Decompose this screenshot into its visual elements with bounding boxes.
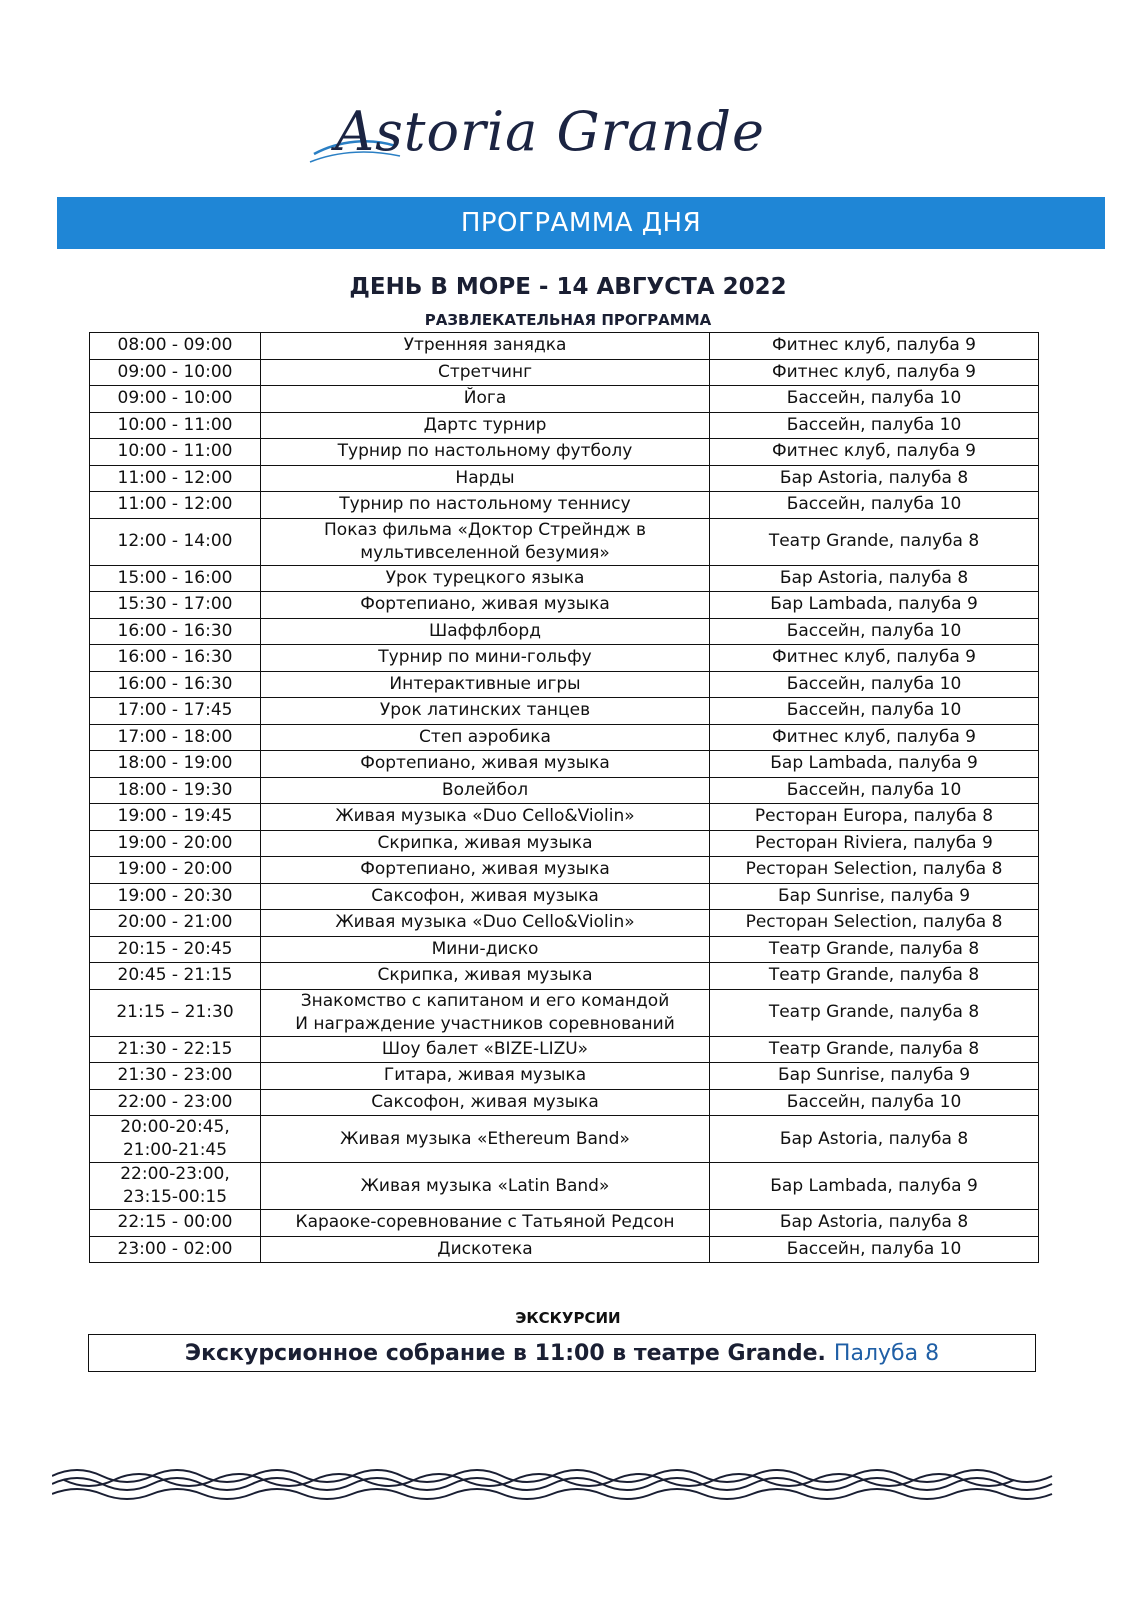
time-cell-line: 15:00 - 16:00 [117,567,233,588]
location-cell: Фитнес клуб, палуба 9 [710,359,1039,386]
time-cell-line: 11:00 - 12:00 [117,494,233,515]
event-cell-line: Шаффлборд [429,620,541,641]
location-cell: Театр Grande, палуба 8 [710,963,1039,990]
event-cell [261,465,710,492]
event-cell-line: Мини-диско [431,938,539,959]
location-cell: Бар Sunrise, палуба 9 [710,883,1039,910]
location-cell: Ресторан Selection, палуба 8 [710,857,1039,884]
time-cell [90,724,261,751]
location-cell: Бассейн, палуба 10 [710,412,1039,439]
location-cell: Фитнес клуб, палуба 9 [710,724,1039,751]
location-cell: Бассейн, палуба 10 [710,618,1039,645]
schedule-row [90,830,1039,857]
excursions-box [88,1334,1036,1372]
event-cell-line: Дискотека [437,1238,533,1259]
location-cell: Театр Grande, палуба 8 [710,1036,1039,1063]
location-cell: Бар Lambada, палуба 9 [710,1163,1039,1210]
location-cell: Театр Grande, палуба 8 [710,936,1039,963]
event-cell [261,1236,710,1263]
event-cell [261,412,710,439]
schedule-row [90,751,1039,778]
location-cell: Театр Grande, палуба 8 [710,518,1039,565]
event-cell [261,751,710,778]
event-cell [261,777,710,804]
event-cell [261,1163,710,1210]
schedule-row [90,412,1039,439]
time-cell-line: 12:00 - 14:00 [117,531,233,551]
time-cell-line: 17:00 - 18:00 [117,726,233,747]
schedule-row [90,883,1039,910]
time-cell [90,804,261,831]
event-cell [261,989,710,1036]
time-cell [90,492,261,519]
schedule-row [90,1036,1039,1063]
time-cell-line: 22:15 - 00:00 [117,1212,233,1233]
location-cell: Бар Astoria, палуба 8 [710,1210,1039,1237]
event-cell [261,592,710,619]
location-cell: Ресторан Europa, палуба 8 [710,804,1039,831]
time-cell [90,857,261,884]
time-cell-line: 17:00 - 17:45 [117,700,233,721]
time-cell-line: 22:00-23:00, [120,1164,230,1184]
excursions-deck: Палуба 8 [833,1340,940,1366]
event-cell-line: Турнир по настольному теннису [339,494,631,515]
schedule-row [90,963,1039,990]
time-cell-line: 16:00 - 16:30 [117,647,233,668]
event-cell-line: Фортепиано, живая музыка [360,859,610,880]
time-cell-line: 21:30 - 23:00 [117,1065,233,1086]
time-cell-line: 20:00-20:45, [120,1117,230,1137]
banner-title: ПРОГРАММА ДНЯ [460,208,702,238]
event-cell-line: Нарды [455,467,515,488]
time-cell-line: 18:00 - 19:30 [117,779,233,800]
time-cell-line: 19:00 - 20:00 [117,859,233,880]
time-cell [90,883,261,910]
event-cell-line: Скрипка, живая музыка [377,832,593,853]
schedule-row [90,1210,1039,1237]
event-cell [261,386,710,413]
schedule-row [90,1063,1039,1090]
event-cell-line: Живая музыка «Latin Band» [360,1175,610,1196]
schedule-row [90,439,1039,466]
schedule-row [90,565,1039,592]
event-cell-line: Саксофон, живая музыка [371,885,599,906]
time-cell-line: 19:00 - 19:45 [117,806,233,827]
event-cell [261,1089,710,1116]
excursions-text: Экскурсионное собрание в 11:00 в театре Grande. [184,1340,826,1366]
time-cell [90,1210,261,1237]
schedule-row [90,592,1039,619]
location-cell: Бассейн, палуба 10 [710,386,1039,413]
event-cell-line: Интерактивные игры [389,673,581,694]
event-cell-line: Знакомство с капитаном и его командой [300,990,670,1011]
schedule-row [90,1236,1039,1263]
event-cell-line: Гитара, живая музыка [383,1065,587,1086]
location-cell: Фитнес клуб, палуба 9 [710,333,1039,360]
time-cell [90,1163,261,1210]
event-cell [261,671,710,698]
time-cell-line: 10:00 - 11:00 [117,441,233,462]
time-cell-line: 22:00 - 23:00 [117,1091,233,1112]
location-cell: Ресторан Riviera, палуба 9 [710,830,1039,857]
schedule-row [90,518,1039,565]
event-cell [261,333,710,360]
time-cell [90,518,261,565]
time-cell-line: 20:15 - 20:45 [117,938,233,959]
event-cell [261,565,710,592]
time-cell-line: 10:00 - 11:00 [117,414,233,435]
location-cell: Бассейн, палуба 10 [710,777,1039,804]
time-cell-line: 18:00 - 19:00 [117,753,233,774]
event-cell-line: Волейбол [441,779,529,800]
time-cell [90,777,261,804]
wave-ornament-icon [52,1456,1082,1508]
schedule-row [90,989,1039,1036]
location-cell: Бассейн, палуба 10 [710,671,1039,698]
location-cell: Бар Lambada, палуба 9 [710,592,1039,619]
location-cell: Ресторан Selection, палуба 8 [710,910,1039,937]
schedule-row [90,386,1039,413]
schedule-row [90,910,1039,937]
event-cell [261,857,710,884]
event-cell-line: Утренняя занядка [403,335,567,356]
time-cell [90,645,261,672]
event-cell-line: Живая музыка «Ethereum Band» [340,1128,630,1149]
event-cell-line: Фортепиано, живая музыка [360,594,610,615]
schedule-row [90,724,1039,751]
time-cell [90,618,261,645]
schedule-row [90,618,1039,645]
time-cell-line: 09:00 - 10:00 [117,361,233,382]
location-cell: Фитнес клуб, палуба 9 [710,439,1039,466]
schedule-row [90,804,1039,831]
location-cell: Бассейн, палуба 10 [710,698,1039,725]
time-cell [90,1116,261,1163]
event-cell-line: Стретчинг [437,361,533,382]
time-cell-line: 20:45 - 21:15 [117,965,233,986]
schedule-row [90,465,1039,492]
schedule-row [90,1163,1039,1210]
location-cell: Бассейн, палуба 10 [710,1089,1039,1116]
event-cell-line: Живая музыка «Duo Cello&Violin» [335,912,635,933]
event-cell [261,1063,710,1090]
schedule-row [90,936,1039,963]
time-cell-line: 20:00 - 21:00 [117,912,233,933]
time-cell [90,936,261,963]
event-cell [261,645,710,672]
time-cell-line: 21:00-21:45 [122,1140,228,1160]
event-cell [261,359,710,386]
schedule-row [90,359,1039,386]
event-cell [261,1036,710,1063]
event-cell [261,910,710,937]
time-cell-line: 09:00 - 10:00 [117,388,233,409]
schedule-row [90,857,1039,884]
time-cell-line: 16:00 - 16:30 [117,673,233,694]
time-cell-line: 19:00 - 20:00 [117,832,233,853]
time-cell [90,386,261,413]
event-cell-line: Саксофон, живая музыка [371,1091,599,1112]
location-cell: Бар Astoria, палуба 8 [710,1116,1039,1163]
program-banner [57,197,1105,249]
schedule-row [90,698,1039,725]
time-cell [90,565,261,592]
schedule-row [90,671,1039,698]
time-cell-line: 15:30 - 17:00 [117,594,233,615]
event-cell [261,936,710,963]
time-cell [90,830,261,857]
time-cell [90,751,261,778]
time-cell [90,333,261,360]
event-cell [261,883,710,910]
schedule-body [90,333,1039,1263]
time-cell [90,698,261,725]
logo [300,92,800,182]
event-cell [261,518,710,565]
event-cell-line: Скрипка, живая музыка [377,965,593,986]
location-cell: Фитнес клуб, палуба 9 [710,645,1039,672]
location-cell: Бар Lambada, палуба 9 [710,751,1039,778]
location-cell: Бар Astoria, палуба 8 [710,465,1039,492]
time-cell [90,671,261,698]
time-cell [90,1036,261,1063]
time-cell [90,439,261,466]
location-cell: Бар Sunrise, палуба 9 [710,1063,1039,1090]
event-cell-line: И награждение участников соревнований [295,1013,675,1034]
time-cell [90,1063,261,1090]
location-cell: Бассейн, палуба 10 [710,492,1039,519]
schedule-table [89,332,1039,1263]
time-cell [90,465,261,492]
event-cell [261,804,710,831]
schedule-row [90,1116,1039,1163]
location-cell: Театр Grande, палуба 8 [710,989,1039,1036]
time-cell [90,963,261,990]
event-cell-line: мультивселенной безумия» [360,542,610,563]
event-cell-line: Дартс турнир [423,414,547,435]
event-cell-line: Урок латинских танцев [379,700,591,721]
section-title: РАЗВЛЕКАТЕЛЬНАЯ ПРОГРАММА [424,311,712,329]
event-cell [261,618,710,645]
event-cell-line: Показ фильма «Доктор Стрейндж в [324,519,646,540]
schedule-row [90,645,1039,672]
event-cell-line: Степ аэробика [419,726,551,747]
schedule-row [90,1089,1039,1116]
time-cell-line: 23:00 - 02:00 [117,1238,233,1259]
event-cell [261,830,710,857]
location-cell: Бар Astoria, палуба 8 [710,565,1039,592]
event-cell-line: Урок турецкого языка [385,567,585,588]
time-cell-line: 21:30 - 22:15 [117,1038,233,1059]
time-cell [90,1089,261,1116]
event-cell [261,963,710,990]
event-cell-line: Фортепиано, живая музыка [360,753,610,774]
event-cell [261,698,710,725]
time-cell [90,412,261,439]
event-cell [261,1210,710,1237]
schedule-row [90,492,1039,519]
event-cell [261,724,710,751]
event-cell-line: Шоу балет «BIZE-LIZU» [381,1038,589,1059]
schedule-row [90,777,1039,804]
day-title: ДЕНЬ В МОРЕ - 14 АВГУСТА 2022 [349,274,787,300]
event-cell-line: Йога [463,388,507,409]
event-cell-line: Турнир по мини-гольфу [378,647,592,668]
time-cell-line: 16:00 - 16:30 [117,620,233,641]
time-cell [90,359,261,386]
time-cell [90,1236,261,1263]
logo-text: Astoria Grande [335,100,765,163]
event-cell [261,439,710,466]
event-cell-line: Турнир по настольному футболу [337,441,633,462]
time-cell-line: 11:00 - 12:00 [117,467,233,488]
event-cell [261,492,710,519]
time-cell-line: 19:00 - 20:30 [117,885,233,906]
time-cell [90,989,261,1036]
schedule-row [90,333,1039,360]
excursions-title: ЭКСКУРСИИ [515,1309,621,1327]
event-cell-line: Караоке-соревнование с Татьяной Редсон [295,1212,675,1233]
time-cell-line: 08:00 - 09:00 [117,335,233,356]
event-cell-line: Живая музыка «Duo Cello&Violin» [335,806,635,827]
time-cell [90,910,261,937]
time-cell-line: 23:15-00:15 [122,1187,228,1207]
location-cell: Бассейн, палуба 10 [710,1236,1039,1263]
time-cell-line: 21:15 – 21:30 [116,1002,234,1022]
time-cell [90,592,261,619]
event-cell [261,1116,710,1163]
